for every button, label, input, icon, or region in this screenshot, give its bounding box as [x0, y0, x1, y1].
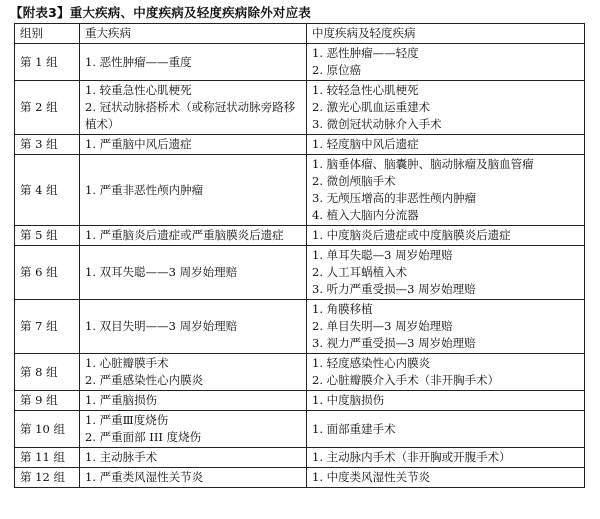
- minor-disease-cell: [307, 448, 585, 468]
- minor-disease-cell: [307, 468, 585, 488]
- minor-disease-item: 1. 角膜移植: [312, 302, 373, 316]
- minor-disease-item: 1. 中度脑炎后遗症或中度脑膜炎后遗症: [312, 228, 511, 242]
- exclusion-table: [14, 23, 585, 488]
- minor-disease-item: 2. 人工耳蜗植入术: [312, 265, 408, 279]
- group-cell: 第 4 组: [15, 155, 80, 226]
- header-group: 组别: [15, 24, 80, 44]
- minor-disease-cell: [307, 44, 585, 81]
- major-disease-cell: [80, 226, 307, 246]
- minor-disease-cell: [307, 155, 585, 226]
- minor-disease-item: 1. 单耳失聪—3 周岁始理赔: [312, 248, 453, 262]
- major-disease-item: 1. 心脏瓣膜手术: [85, 356, 169, 370]
- group-cell: 第 2 组: [15, 81, 80, 135]
- header-minor: 中度疾病及轻度疾病: [307, 24, 585, 44]
- minor-disease-item: 1. 面部重建手术: [312, 421, 396, 436]
- table-row: [15, 135, 585, 155]
- minor-disease-item: 3. 无颅压增高的非恶性颅内肿瘤: [312, 191, 477, 205]
- group-cell: 第 6 组: [15, 246, 80, 300]
- major-disease-item: 1. 严重脑中风后遗症: [85, 137, 192, 151]
- table-row: [15, 411, 585, 448]
- table-body: [15, 44, 585, 488]
- major-disease-item: 1. 严重非恶性颅内肿瘤: [85, 182, 204, 197]
- group-cell: 第 7 组: [15, 300, 80, 354]
- group-cell: 第 8 组: [15, 354, 80, 391]
- header-major: 重大疾病: [80, 24, 307, 44]
- group-cell: 第 5 组: [15, 226, 80, 246]
- major-disease-cell: [80, 300, 307, 354]
- minor-disease-item: 1. 中度脑损伤: [312, 393, 385, 407]
- table-row: [15, 246, 585, 300]
- minor-disease-cell: [307, 391, 585, 411]
- table-row: [15, 354, 585, 391]
- header-row: [15, 24, 585, 44]
- major-disease-item: 2. 严重感染性心内膜炎: [85, 373, 204, 387]
- major-disease-item: 1. 较重急性心肌梗死: [85, 83, 192, 97]
- major-disease-item: 1. 双耳失聪——3 周岁始理赔: [85, 265, 238, 279]
- minor-disease-item: 4. 植入大脑内分流器: [312, 208, 419, 222]
- major-disease-item: 1. 双目失明——3 周岁始理赔: [85, 319, 238, 333]
- table-row: [15, 44, 585, 81]
- major-disease-cell: [80, 44, 307, 81]
- minor-disease-item: 2. 激光心肌血运重建术: [312, 100, 431, 114]
- major-disease-item: 2. 冠状动脉搭桥术（或称冠状动脉旁路移植术）: [85, 100, 296, 131]
- minor-disease-item: 2. 单目失明—3 周岁始理赔: [312, 319, 453, 333]
- table-title: 【附表3】重大疾病、中度疾病及轻度疾病除外对应表: [10, 5, 311, 20]
- minor-disease-cell: [307, 246, 585, 300]
- minor-disease-cell: [307, 135, 585, 155]
- minor-disease-item: 1. 主动脉内手术（非开胸或开腹手术）: [312, 450, 511, 464]
- major-disease-item: 1. 严重Ⅲ度烧伤: [85, 413, 169, 427]
- group-cell: 第 1 组: [15, 44, 80, 81]
- table-row: [15, 468, 585, 488]
- table-row: [15, 391, 585, 411]
- table-row: [15, 448, 585, 468]
- minor-disease-cell: [307, 411, 585, 448]
- major-disease-cell: [80, 448, 307, 468]
- group-cell: 第 3 组: [15, 135, 80, 155]
- major-disease-item: 1. 严重脑炎后遗症或严重脑膜炎后遗症: [85, 228, 284, 242]
- minor-disease-item: 1. 轻度感染性心内膜炎: [312, 356, 431, 370]
- minor-disease-cell: [307, 226, 585, 246]
- minor-disease-item: 1. 脑垂体瘤、脑囊肿、脑动脉瘤及脑血管瘤: [312, 157, 534, 171]
- minor-disease-item: 2. 原位癌: [312, 63, 362, 77]
- major-disease-cell: [80, 155, 307, 226]
- minor-disease-cell: [307, 81, 585, 135]
- minor-disease-item: 1. 轻度脑中风后遗症: [312, 137, 419, 151]
- major-disease-cell: [80, 468, 307, 488]
- major-disease-item: 1. 恶性肿瘤——重度: [85, 54, 192, 69]
- minor-disease-cell: [307, 300, 585, 354]
- minor-disease-item: 3. 视力严重受损—3 周岁始理赔: [312, 336, 476, 350]
- major-disease-cell: [80, 246, 307, 300]
- table-row: [15, 300, 585, 354]
- major-disease-item: 1. 主动脉手术: [85, 450, 158, 464]
- minor-disease-item: 2. 心脏瓣膜介入手术（非开胸手术）: [312, 373, 500, 387]
- group-cell: 第 11 组: [15, 448, 80, 468]
- minor-disease-item: 1. 较轻急性心肌梗死: [312, 83, 419, 97]
- major-disease-item: 1. 严重类风湿性关节炎: [85, 470, 204, 484]
- table-row: [15, 81, 585, 135]
- major-disease-item: 2. 严重面部 III 度烧伤: [85, 430, 202, 444]
- major-disease-cell: [80, 411, 307, 448]
- minor-disease-cell: [307, 354, 585, 391]
- table-row: [15, 155, 585, 226]
- major-disease-cell: [80, 391, 307, 411]
- major-disease-cell: [80, 135, 307, 155]
- group-cell: 第 10 组: [15, 411, 80, 448]
- major-disease-item: 1. 严重脑损伤: [85, 393, 158, 407]
- major-disease-cell: [80, 81, 307, 135]
- minor-disease-item: 3. 听力严重受损—3 周岁始理赔: [312, 282, 476, 296]
- group-cell: 第 12 组: [15, 468, 80, 488]
- minor-disease-item: 3. 微创冠状动脉介入手术: [312, 117, 442, 131]
- minor-disease-item: 1. 恶性肿瘤——轻度: [312, 46, 419, 60]
- table-row: [15, 226, 585, 246]
- group-cell: 第 9 组: [15, 391, 80, 411]
- minor-disease-item: 1. 中度类风湿性关节炎: [312, 470, 431, 484]
- minor-disease-item: 2. 微创颅脑手术: [312, 174, 396, 188]
- major-disease-cell: [80, 354, 307, 391]
